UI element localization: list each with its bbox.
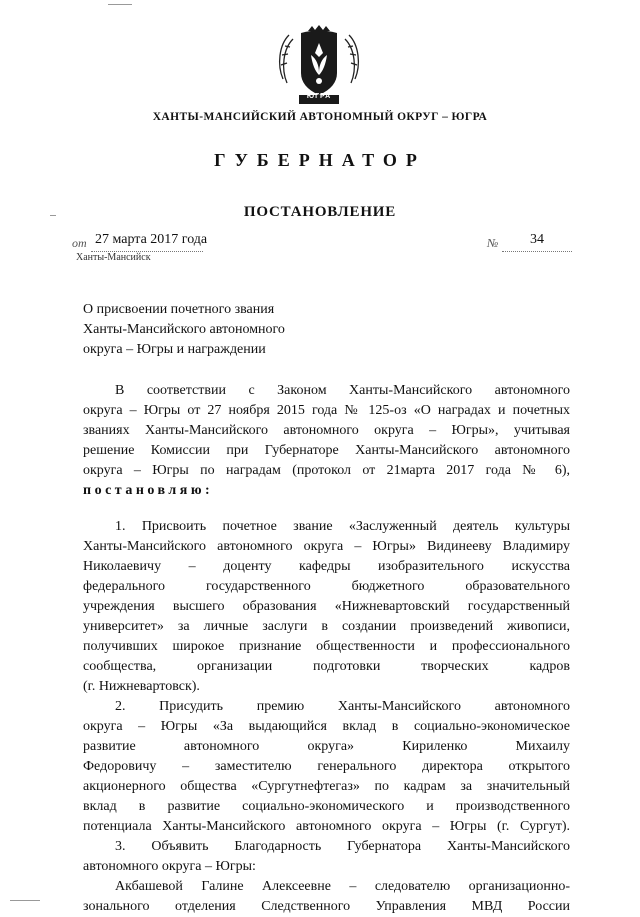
decree-number: 34 (530, 232, 544, 247)
item3-person-line: зонального отделения Следственного Управления МВД России (83, 899, 570, 914)
number-underline (502, 251, 572, 252)
number-sign: № (487, 236, 499, 250)
item1-line: федерального государственного бюджетного образовательного (83, 579, 570, 594)
preamble-line: округа – Югры от 27 ноября 2015 года № 125-оз «О наградах и почетных (83, 403, 570, 418)
item3-line: 3. Объявить Благодарность Губернатора Ханты-Мансийского (115, 839, 570, 854)
item3-line: автономного округа – Югры: (83, 859, 256, 874)
issue-city: Ханты-Мансийск (76, 252, 151, 263)
preamble-line: В соответствии с Законом Ханты-Мансийского автономного (115, 383, 570, 398)
subject-line: округа – Югры и награждении (83, 342, 266, 357)
item1-line: сообщества, организации подготовки творческих кадров (83, 659, 570, 674)
item2-line: развитие автономного округа» Кириленко Михаилу (83, 739, 570, 754)
item1-line: университет» за личные заслуги в создании произведений живописи, (83, 619, 570, 634)
item1-line: получивших широкое признание общественности и профессионального (83, 639, 570, 654)
item1-line: учреждения высшего образования «Нижневартовский государственный (83, 599, 570, 614)
scan-mark (50, 215, 56, 216)
decree-subject (83, 300, 383, 360)
item2-line: вклад в развитие социально-экономического и производственного (83, 799, 570, 814)
scan-mark (10, 900, 40, 901)
preamble-line: званиях Ханты-Мансийского автономного округа – Югры», учитывая (83, 423, 570, 438)
date-prefix: от (72, 236, 87, 250)
region-name: ХАНТЫ-МАНСИЙСКИЙ АВТОНОМНЫЙ ОКРУГ – ЮГРА (152, 111, 488, 123)
preamble-line: округа – Югры по наградам (протокол от 21марта 2017 года № 6), (83, 463, 570, 478)
preamble-line: решение Комиссии при Губернаторе Ханты-Мансийского автономного (83, 443, 570, 458)
item2-line: Федоровичу – заместителю генерального директора открытого (83, 759, 570, 774)
decree-date: 27 марта 2017 года (95, 232, 208, 247)
emblem-ribbon-text: ЮГРА (306, 93, 332, 100)
subject-line: Ханты-Мансийского автономного (83, 322, 285, 337)
item1-line: 1. Присвоить почетное звание «Заслуженный деятель культуры (115, 519, 570, 534)
item1-line: (г. Нижневартовск). (83, 679, 200, 694)
item1-line: Ханты-Мансийского автономного округа – Югры» Видинееву Владимиру (83, 539, 570, 554)
scan-mark (108, 4, 132, 5)
subject-line: О присвоении почетного звания (83, 302, 275, 317)
decree-heading: ПОСТАНОВЛЕНИЕ (243, 204, 397, 220)
item2-line: акционерного общества «Сургутнефтегаз» по кадрам за значительный (83, 779, 570, 794)
item2-line: потенциала Ханты-Мансийского автономного округа – Югры (г. Сургут). (83, 819, 570, 834)
item2-line: 2. Присудить премию Ханты-Мансийского автономного (115, 699, 570, 714)
item3-person-line: Акбашевой Галине Алексеевне – следователю организационно- (115, 879, 570, 894)
item1-line: Николаевичу – доценту кафедры изобразительного искусства (83, 559, 570, 574)
resolve-word: постановляю: (83, 483, 214, 498)
item2-line: округа – Югры «За выдающийся вклад в социально-экономическое (83, 719, 570, 734)
governor-title: ГУБЕРНАТОР (214, 150, 426, 170)
